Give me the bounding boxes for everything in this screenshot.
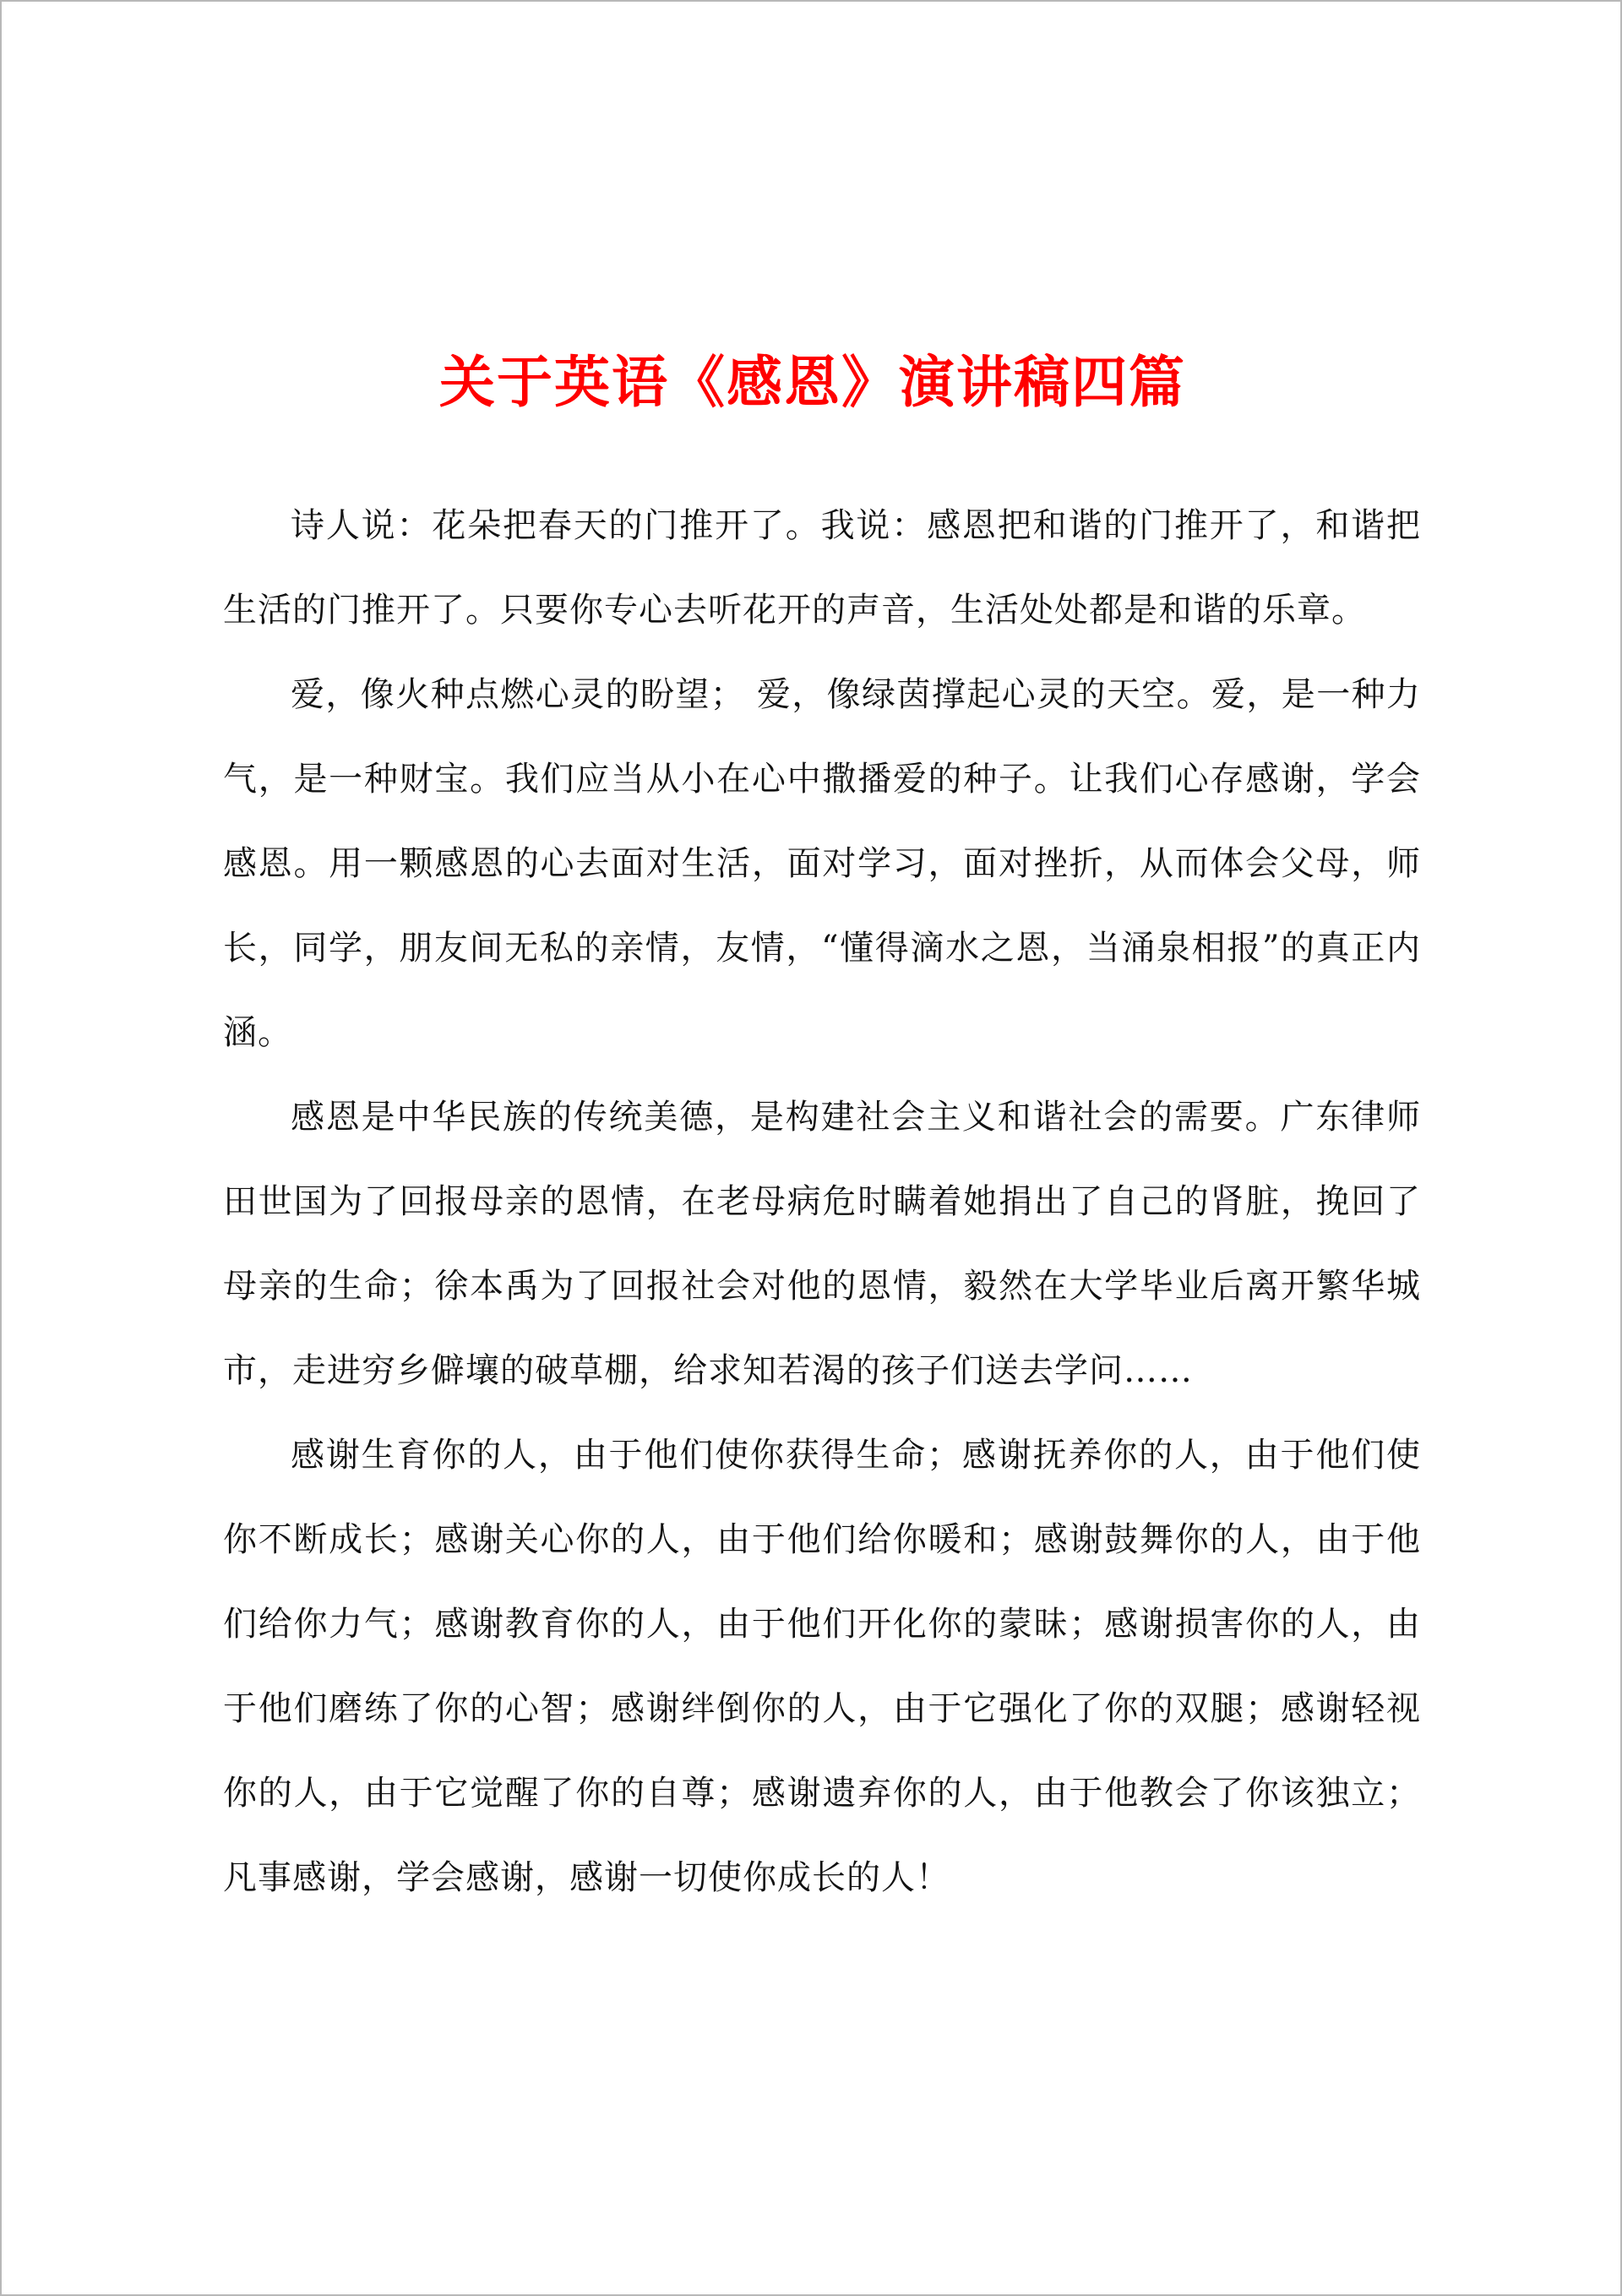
paragraph-3: 感恩是中华民族的传统美德，是构建社会主义和谐社会的需要。广东律师田世国为了回报母亲的恩情，在老母病危时瞒着她捐出了自己的肾脏，挽回了母亲的生命；徐本禹为了回报社会对他的恩情，毅然在大学毕业后离开繁华城市，走进穷乡僻壤的破草棚，给求知若渴的孩子们送去学问…… <box>223 1098 1421 1390</box>
paragraph-4: 感谢生育你的人，由于他们使你获得生命；感谢抚养你的人，由于他们使你不断成长；感谢关心你的人，由于他们给你暖和；感谢鼓舞你的人，由于他们给你力气；感谢教育你的人，由于他们开化你的蒙昧；感谢损害你的人，由于他们磨练了你的心智；感谢绊倒你的人，由于它强化了你的双腿；感谢轻视你的人，由于它觉醒了你的自尊；感谢遗弃你的人，由于他教会了你该独立；凡事感谢，学会感谢，感谢一切使你成长的人！ <box>223 1436 1421 1897</box>
document-body <box>223 483 1421 1920</box>
document-title: 关于英语《感恩》演讲稿四篇 <box>439 349 1186 415</box>
paragraph-1: 诗人说：花朵把春天的门推开了。我说：感恩把和谐的门推开了，和谐把生活的门推开了。只要你专心去听花开的声音，生活处处都是和谐的乐章。 <box>223 506 1421 630</box>
paragraph-2: 爱，像火种点燃心灵的盼望； 爱，像绿茵撑起心灵的天空。爱，是一种力气，是一种财宝。我们应当从小在心中撒播爱的种子。让我们心存感谢，学会感恩。用一颗感恩的心去面对生活，面对学习，面对挫折，从而体会父母，师长，同学，朋友间无私的亲情，友情，“懂得滴水之恩，当涌泉相报”的真正内涵。 <box>223 675 1421 1052</box>
